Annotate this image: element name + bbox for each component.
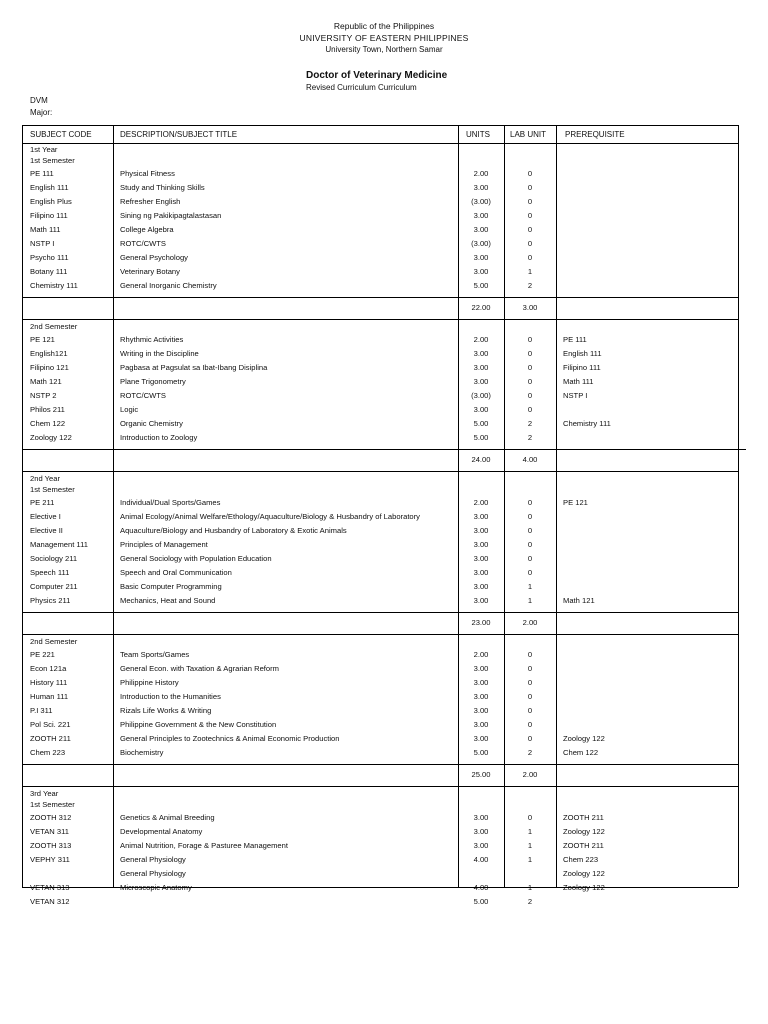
subject-code: Physics 211	[30, 596, 71, 605]
lab-unit-value: 0	[527, 734, 533, 743]
units-value: 3.00	[473, 225, 489, 234]
prerequisite-value: PE 111	[563, 335, 587, 344]
university-address: University Town, Northern Samar	[325, 45, 443, 54]
program-title: Doctor of Veterinary Medicine	[306, 70, 448, 81]
subject-code: VETAN 312	[30, 897, 70, 906]
subject-title: Refresher English	[120, 197, 181, 206]
units-value: 3.00	[473, 363, 489, 372]
subject-title: Veterinary Botany	[120, 267, 180, 276]
subject-code: Sociology 211	[30, 554, 78, 563]
column-header-prerequisite: PREREQUISITE	[565, 130, 625, 139]
lab-unit-value: 1	[527, 596, 533, 605]
subject-code: Human 111	[30, 692, 69, 701]
units-value: 3.00	[473, 253, 489, 262]
column-header-description: DESCRIPTION/SUBJECT TITLE	[120, 130, 238, 139]
major-label: Major:	[30, 108, 53, 117]
total-units: 25.00	[471, 770, 491, 779]
subject-title: Animal Nutrition, Forage & Pasturee Management	[120, 841, 288, 850]
units-value: 5.00	[473, 419, 489, 428]
units-value: 2.00	[473, 335, 489, 344]
lab-unit-value: 2	[527, 897, 533, 906]
header-bottom-rule	[22, 143, 738, 144]
subject-title: General Sociology with Population Education	[120, 554, 272, 563]
units-value: 3.00	[473, 568, 489, 577]
year-label: 1st Year	[30, 145, 58, 154]
section-bottom-rule	[22, 319, 738, 320]
units-value: 3.00	[473, 813, 489, 822]
lab-unit-value: 0	[527, 183, 533, 192]
units-value: 5.00	[473, 433, 489, 442]
subject-title: Microscopic Anatomy	[120, 883, 192, 892]
subject-code: Zoology 122	[30, 433, 72, 442]
subject-code: Computer 211	[30, 582, 78, 591]
total-units: 23.00	[471, 618, 491, 627]
lab-unit-value: 0	[527, 664, 533, 673]
units-value: 3.00	[473, 540, 489, 549]
prerequisite-value: Chemistry 111	[563, 419, 611, 428]
units-value: 3.00	[473, 841, 489, 850]
subject-code: Chem 122	[30, 419, 66, 428]
subject-code: ZOOTH 211	[30, 734, 71, 743]
subject-title: ROTC/CWTS	[120, 239, 166, 248]
lab-unit-value: 0	[527, 692, 533, 701]
section-total-top-rule	[22, 297, 738, 298]
prerequisite-value: English 111	[563, 349, 602, 358]
prerequisite-value: Chem 223	[563, 855, 599, 864]
subject-code: Philos 211	[30, 405, 65, 414]
lab-unit-value: 0	[527, 526, 533, 535]
prerequisite-value: Zoology 122	[563, 883, 605, 892]
total-lab-units: 2.00	[522, 770, 538, 779]
subject-title: Organic Chemistry	[120, 419, 183, 428]
column-header-code: SUBJECT CODE	[30, 130, 92, 139]
column-header-units: UNITS	[466, 130, 490, 139]
section-total-top-rule	[22, 449, 746, 450]
lab-unit-value: 1	[527, 827, 533, 836]
subject-code: PE 121	[30, 335, 55, 344]
units-value: 3.00	[473, 349, 489, 358]
subject-title: Philippine History	[120, 678, 179, 687]
subject-title: College Algebra	[120, 225, 174, 234]
table-bottom-rule	[22, 887, 738, 888]
lab-unit-value: 0	[527, 720, 533, 729]
subject-title: ROTC/CWTS	[120, 391, 166, 400]
units-value: 3.00	[473, 405, 489, 414]
units-value: 3.00	[473, 720, 489, 729]
units-value: 5.00	[473, 748, 489, 757]
subject-code: PE 211	[30, 498, 55, 507]
units-value: 3.00	[473, 377, 489, 386]
total-units: 22.00	[471, 303, 491, 312]
subject-title: Writing in the Discipline	[120, 349, 199, 358]
subject-code: ZOOTH 312	[30, 813, 72, 822]
subject-title: Introduction to Zoology	[120, 433, 198, 442]
subject-code: NSTP I	[30, 239, 55, 248]
year-label: 3rd Year	[30, 789, 59, 798]
units-value: 4.00	[473, 855, 489, 864]
prerequisite-value: PE 121	[563, 498, 588, 507]
units-value: 3.00	[473, 678, 489, 687]
units-value: 3.00	[473, 582, 489, 591]
lab-unit-value: 2	[527, 433, 533, 442]
units-value: 3.00	[473, 664, 489, 673]
subject-code: History 111	[30, 678, 68, 687]
subject-title: Developmental Anatomy	[120, 827, 203, 836]
lab-unit-value: 0	[527, 239, 533, 248]
lab-unit-value: 0	[527, 498, 533, 507]
column-rule	[22, 125, 23, 887]
lab-unit-value: 0	[527, 678, 533, 687]
subject-title: Rhythmic Activities	[120, 335, 184, 344]
column-rule	[113, 125, 114, 887]
subject-code: VETAN 311	[30, 827, 69, 836]
subject-title: General Econ. with Taxation & Agrarian Reform	[120, 664, 279, 673]
subject-title: Biochemistry	[120, 748, 164, 757]
semester-label: 2nd Semester	[30, 322, 78, 331]
subject-title: Team Sports/Games	[120, 650, 190, 659]
units-value: 5.00	[473, 281, 489, 290]
lab-unit-value: 0	[527, 568, 533, 577]
subject-code: Elective II	[30, 526, 63, 535]
subject-title: Plane Trigonometry	[120, 377, 186, 386]
total-lab-units: 3.00	[522, 303, 538, 312]
units-value: 3.00	[473, 827, 489, 836]
program-code: DVM	[30, 96, 48, 105]
subject-title: General Psychology	[120, 253, 188, 262]
subject-code: PE 221	[30, 650, 55, 659]
subject-title: Physical Fitness	[120, 169, 175, 178]
prerequisite-value: NSTP I	[563, 391, 588, 400]
year-label: 2nd Year	[30, 474, 60, 483]
subject-code: Filipino 111	[30, 211, 68, 220]
subject-code: Management 111	[30, 540, 88, 549]
subject-title: Speech and Oral Communication	[120, 568, 232, 577]
subject-title: Genetics & Animal Breeding	[120, 813, 215, 822]
subject-code: Elective I	[30, 512, 61, 521]
units-value: 2.00	[473, 650, 489, 659]
republic-line: Republic of the Philippines	[333, 21, 435, 31]
subject-code: VEPHY 311	[30, 855, 70, 864]
column-rule	[738, 125, 739, 887]
prerequisite-value: ZOOTH 211	[563, 813, 604, 822]
lab-unit-value: 2	[527, 281, 533, 290]
column-rule	[556, 125, 557, 887]
subject-code: English Plus	[30, 197, 72, 206]
prerequisite-value: Zoology 122	[563, 734, 605, 743]
subject-title: Philippine Government & the New Constitution	[120, 720, 277, 729]
lab-unit-value: 0	[527, 391, 533, 400]
lab-unit-value: 1	[527, 855, 533, 864]
units-value: 3.00	[473, 526, 489, 535]
subject-title: Individual/Dual Sports/Games	[120, 498, 221, 507]
units-value: 3.00	[473, 267, 489, 276]
lab-unit-value: 0	[527, 813, 533, 822]
units-value: 4.00	[473, 883, 489, 892]
units-value: 3.00	[473, 596, 489, 605]
subject-title: Principles of Management	[120, 540, 208, 549]
units-value: 3.00	[473, 734, 489, 743]
lab-unit-value: 0	[527, 349, 533, 358]
total-lab-units: 4.00	[522, 455, 538, 464]
subject-title: Basic Computer Programming	[120, 582, 222, 591]
units-value: 3.00	[473, 211, 489, 220]
units-value: 3.00	[473, 554, 489, 563]
lab-unit-value: 0	[527, 554, 533, 563]
subject-title: Introduction to the Humanities	[120, 692, 221, 701]
subject-title: Logic	[120, 405, 139, 414]
lab-unit-value: 0	[527, 335, 533, 344]
subject-title: Sining ng Pakikipagtalastasan	[120, 211, 222, 220]
semester-label: 1st Semester	[30, 800, 75, 809]
lab-unit-value: 0	[527, 405, 533, 414]
section-bottom-rule	[22, 786, 738, 787]
units-value: 2.00	[473, 498, 489, 507]
semester-label: 2nd Semester	[30, 637, 78, 646]
curriculum-subtitle: Revised Curriculum Curriculum	[306, 83, 417, 92]
subject-title: Study and Thinking Skills	[120, 183, 205, 192]
subject-title: General Principles to Zootechnics & Animal Economic Production	[120, 734, 340, 743]
section-total-top-rule	[22, 764, 738, 765]
units-value: 2.00	[473, 169, 489, 178]
semester-label: 1st Semester	[30, 156, 75, 165]
lab-unit-value: 0	[527, 253, 533, 262]
subject-title: Pagbasa at Pagsulat sa Ibat-Ibang Disiplina	[120, 363, 268, 372]
lab-unit-value: 1	[527, 883, 533, 892]
units-value: (3.00)	[471, 239, 491, 248]
lab-unit-value: 0	[527, 197, 533, 206]
subject-title: Animal Ecology/Animal Welfare/Ethology/Aquaculture/Biology & Husbandry of Laboratory	[120, 512, 420, 521]
section-total-top-rule	[22, 612, 738, 613]
subject-code: Chemistry 111	[30, 281, 78, 290]
subject-code: PE 111	[30, 169, 54, 178]
lab-unit-value: 0	[527, 540, 533, 549]
units-value: 5.00	[473, 897, 489, 906]
subject-code: Math 121	[30, 377, 62, 386]
subject-code: Math 111	[30, 225, 61, 234]
prerequisite-value: Zoology 122	[563, 869, 605, 878]
subject-code: Pol Sci. 221	[30, 720, 71, 729]
lab-unit-value: 0	[527, 377, 533, 386]
lab-unit-value: 1	[527, 841, 533, 850]
lab-unit-value: 1	[527, 582, 533, 591]
section-bottom-rule	[22, 634, 738, 635]
subject-code: NSTP 2	[30, 391, 57, 400]
units-value: 3.00	[473, 706, 489, 715]
subject-code: P.I 311	[30, 706, 53, 715]
total-lab-units: 2.00	[522, 618, 538, 627]
subject-title: Rizals Life Works & Writing	[120, 706, 212, 715]
lab-unit-value: 0	[527, 650, 533, 659]
subject-title: General Inorganic Chemistry	[120, 281, 217, 290]
units-value: 3.00	[473, 512, 489, 521]
units-value: 3.00	[473, 183, 489, 192]
university-name: UNIVERSITY OF EASTERN PHILIPPINES	[299, 33, 469, 43]
lab-unit-value: 2	[527, 748, 533, 757]
column-header-lab-unit: LAB UNIT	[510, 130, 547, 139]
section-bottom-rule	[22, 471, 738, 472]
lab-unit-value: 0	[527, 225, 533, 234]
subject-title: Aquaculture/Biology and Husbandry of Laboratory & Exotic Animals	[120, 526, 347, 535]
semester-label: 1st Semester	[30, 485, 75, 494]
subject-title: Mechanics, Heat and Sound	[120, 596, 216, 605]
subject-code: Speech 111	[30, 568, 70, 577]
units-value: (3.00)	[471, 197, 491, 206]
total-units: 24.00	[471, 455, 491, 464]
prerequisite-value: Math 121	[563, 596, 595, 605]
lab-unit-value: 0	[527, 512, 533, 521]
lab-unit-value: 0	[527, 706, 533, 715]
subject-title: General Physiology	[120, 869, 186, 878]
subject-code: Econ 121a	[30, 664, 67, 673]
lab-unit-value: 2	[527, 419, 533, 428]
lab-unit-value: 0	[527, 169, 533, 178]
subject-code: English121	[30, 349, 68, 358]
subject-code: VETAN 313	[30, 883, 70, 892]
prerequisite-value: Chem 122	[563, 748, 599, 757]
prerequisite-value: ZOOTH 211	[563, 841, 604, 850]
prerequisite-value: Filipino 111	[563, 363, 601, 372]
table-top-rule	[22, 125, 738, 126]
subject-code: Botany 111	[30, 267, 68, 276]
prerequisite-value: Math 111	[563, 377, 594, 386]
subject-code: Psycho 111	[30, 253, 69, 262]
units-value: 3.00	[473, 692, 489, 701]
lab-unit-value: 1	[527, 267, 533, 276]
curriculum-table	[22, 125, 738, 906]
lab-unit-value: 0	[527, 363, 533, 372]
subject-code: ZOOTH 313	[30, 841, 72, 850]
prerequisite-value: Zoology 122	[563, 827, 605, 836]
units-value: (3.00)	[471, 391, 491, 400]
subject-code: Filipino 121	[30, 363, 69, 372]
lab-unit-value: 0	[527, 211, 533, 220]
subject-code: Chem 223	[30, 748, 66, 757]
subject-code: English 111	[30, 183, 69, 192]
subject-title: General Physiology	[120, 855, 186, 864]
